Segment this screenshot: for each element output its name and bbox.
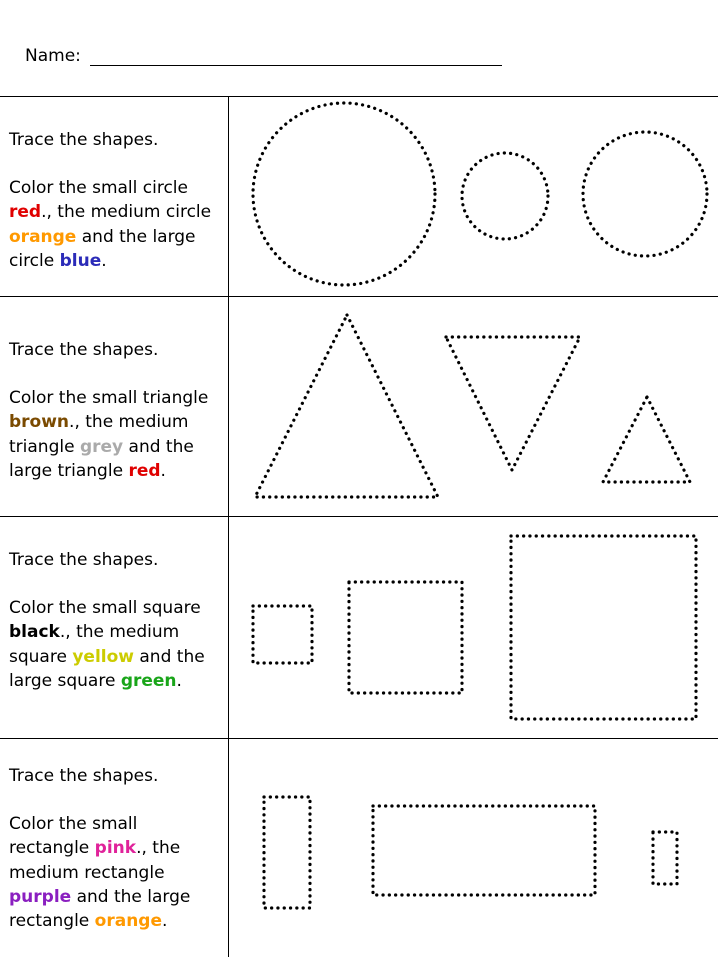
instruction-part: ., the medium rectangle xyxy=(9,838,181,883)
large-circle-dotted[interactable] xyxy=(253,103,435,285)
instruction-part: . xyxy=(176,670,182,691)
instruction-part: ., the medium triangle xyxy=(9,412,189,457)
instruction-text: Trace the shapes. xyxy=(9,340,159,360)
instruction-part: Color the small rectangle xyxy=(9,814,138,859)
instruction-part: . xyxy=(162,911,168,932)
color-keyword-yellow: yellow xyxy=(72,646,134,667)
instruction-part: and the large square xyxy=(9,646,205,691)
large-square-dotted[interactable] xyxy=(511,536,696,719)
color-keyword-green: green xyxy=(120,670,177,691)
small-triangle-dotted[interactable] xyxy=(603,397,690,482)
small-rectangle-dotted[interactable] xyxy=(653,832,677,884)
color-keyword-orange: orange xyxy=(94,911,163,932)
instruction-part: . xyxy=(160,460,166,481)
instruction-text: Trace the shapes. xyxy=(9,130,159,150)
color-keyword-black: black xyxy=(9,622,60,643)
large-triangle-dotted[interactable] xyxy=(255,315,438,497)
instruction-part: Color the small triangle xyxy=(9,388,209,409)
color-keyword-orange: orange xyxy=(9,226,77,247)
color-keyword-blue: blue xyxy=(59,250,102,271)
instruction-text: Trace the shapes. xyxy=(9,550,159,570)
small-circle-dotted[interactable] xyxy=(462,153,548,239)
instruction-part: Color the small square xyxy=(9,598,201,619)
color-keyword-purple: purple xyxy=(9,886,72,907)
medium-square-dotted[interactable] xyxy=(349,582,462,693)
instruction-part: ., the medium circle xyxy=(41,202,212,223)
medium-circle-dotted[interactable] xyxy=(583,132,707,256)
color-keyword-pink: pink xyxy=(94,838,137,859)
large-rectangle-dotted[interactable] xyxy=(373,806,595,895)
small-square-dotted[interactable] xyxy=(253,606,312,663)
instruction-part: Color the small circle xyxy=(9,178,188,199)
color-keyword-red: red xyxy=(9,202,42,223)
instruction-text: Trace the shapes. xyxy=(9,766,159,786)
instruction-part: and the large circle xyxy=(9,226,196,271)
name-label: Name: xyxy=(25,46,81,66)
medium-rectangle-dotted[interactable] xyxy=(264,797,310,908)
instruction-part: and the large triangle xyxy=(9,436,194,481)
color-keyword-red: red xyxy=(128,460,161,481)
instruction-part: . xyxy=(101,250,107,271)
instruction-part: ., the medium square xyxy=(9,622,180,667)
color-keyword-brown: brown xyxy=(9,412,70,433)
instruction-part: and the large rectangle xyxy=(9,886,191,932)
medium-triangle-dotted[interactable] xyxy=(446,337,580,470)
color-keyword-grey: grey xyxy=(79,436,124,457)
